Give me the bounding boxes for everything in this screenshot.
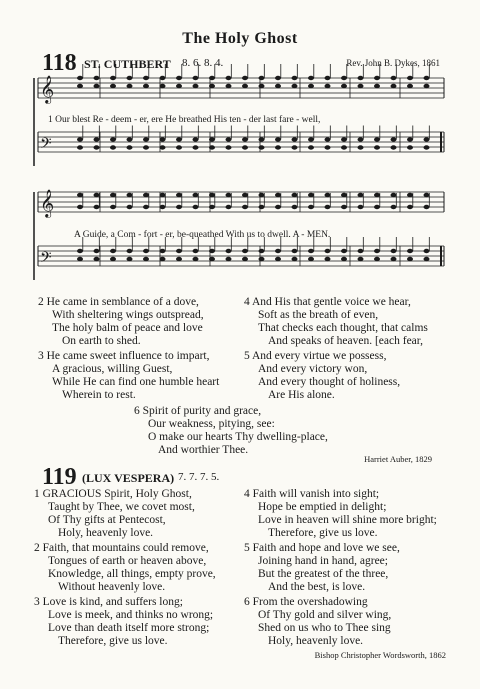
verse-line: Love in heaven will shine more bright; (258, 514, 437, 526)
notehead (308, 257, 314, 261)
verse-line: 2 He came in semblance of a dove, (38, 296, 199, 308)
notehead (226, 193, 232, 197)
verse-line: 5 And every virtue we possess, (244, 350, 387, 362)
notehead (374, 145, 380, 149)
notehead (407, 205, 413, 209)
notehead (292, 137, 298, 141)
verse-line: With sheltering wings outspread, (52, 309, 204, 321)
treble-clef-icon: 𝄞 (40, 189, 55, 217)
notehead (209, 193, 215, 197)
notehead (143, 84, 149, 88)
notehead (275, 84, 281, 88)
verse-line: 4 Faith will vanish into sight; (244, 488, 380, 500)
notehead (193, 76, 199, 80)
verse-line: But the greatest of the three, (258, 568, 389, 580)
notehead (193, 193, 199, 197)
notehead (94, 249, 100, 253)
notehead (259, 205, 265, 209)
notehead (127, 76, 133, 80)
notehead (259, 257, 265, 261)
bass-clef-icon: 𝄢 (40, 135, 52, 156)
hymn-number-118: 118 (42, 50, 77, 76)
notehead (374, 84, 380, 88)
notehead (275, 145, 281, 149)
author-119: Bishop Christopher Wordsworth, 1862 (314, 650, 446, 660)
notehead (77, 193, 83, 197)
verse-line: Of Thy gold and silver wing, (258, 609, 392, 621)
notehead (424, 205, 430, 209)
notehead (226, 145, 232, 149)
notehead (193, 137, 199, 141)
notehead (325, 137, 331, 141)
lyrics-line-1: 1 Our blest Re - deem - er, ere He breathed His ten - der last fare - well, (48, 115, 321, 125)
verse-line: Wherein to rest. (62, 389, 136, 401)
notehead (110, 84, 116, 88)
verse-line: 6 From the overshadowing (244, 596, 368, 608)
treble-clef-icon: 𝄞 (40, 75, 55, 103)
notehead (242, 84, 248, 88)
notehead (94, 137, 100, 141)
verse-118-5 (244, 350, 400, 402)
verse-line: 3 Love is kind, and suffers long; (34, 596, 183, 608)
verse-119-1 (34, 488, 195, 540)
notehead (94, 193, 100, 197)
notehead (242, 249, 248, 253)
notehead (374, 137, 380, 141)
verse-line: 6 Spirit of purity and grace, (134, 405, 262, 417)
notehead (275, 257, 281, 261)
notehead (391, 193, 397, 197)
notehead (77, 137, 83, 141)
notehead (160, 76, 166, 80)
notehead (110, 145, 116, 149)
notehead (424, 193, 430, 197)
notehead (358, 84, 364, 88)
notehead (259, 76, 265, 80)
verse-line: Knowledge, all things, empty prove, (48, 568, 216, 580)
notehead (176, 193, 182, 197)
notehead (292, 205, 298, 209)
notehead (143, 249, 149, 253)
notehead (259, 84, 265, 88)
notehead (242, 205, 248, 209)
notehead (325, 249, 331, 253)
notehead (407, 137, 413, 141)
notehead (176, 76, 182, 80)
notehead (77, 257, 83, 261)
notehead (391, 84, 397, 88)
notehead (341, 137, 347, 141)
notehead (160, 137, 166, 141)
notehead (77, 205, 83, 209)
notehead (226, 137, 232, 141)
notehead (358, 193, 364, 197)
notehead (308, 76, 314, 80)
notehead (127, 84, 133, 88)
tune-name-119: (LUX VESPERA) (82, 471, 175, 485)
verse-line: Therefore, give us love. (268, 527, 378, 539)
notehead (143, 76, 149, 80)
notehead (325, 145, 331, 149)
notehead (160, 193, 166, 197)
notehead (341, 84, 347, 88)
verse-118-6 (134, 405, 328, 457)
notehead (143, 257, 149, 261)
notehead (259, 137, 265, 141)
notehead (127, 145, 133, 149)
author-118: Harriet Auber, 1829 (364, 454, 432, 464)
notehead (325, 84, 331, 88)
verse-119-4 (244, 488, 437, 540)
notehead (407, 257, 413, 261)
notehead (358, 205, 364, 209)
notehead (308, 137, 314, 141)
notehead (358, 249, 364, 253)
notehead (325, 193, 331, 197)
notehead (209, 145, 215, 149)
verse-line: Are His alone. (268, 389, 335, 401)
notehead (176, 249, 182, 253)
notehead (94, 257, 100, 261)
verse-line: 5 Faith and hope and love we see, (244, 542, 400, 554)
notehead (193, 84, 199, 88)
notehead (242, 76, 248, 80)
music-score (0, 0, 480, 290)
notehead (209, 257, 215, 261)
verse-line: Joining hand in hand, agree; (258, 555, 388, 567)
notehead (77, 84, 83, 88)
notehead (292, 76, 298, 80)
verse-line: Taught by Thee, we covet most, (48, 501, 195, 513)
notehead (325, 205, 331, 209)
notehead (160, 84, 166, 88)
notehead (127, 205, 133, 209)
notehead (127, 193, 133, 197)
notehead (209, 205, 215, 209)
verse-line: And speaks of heaven. [each fear, (268, 335, 424, 347)
notehead (110, 76, 116, 80)
notehead (176, 145, 182, 149)
notehead (226, 84, 232, 88)
verse-119-5 (244, 542, 400, 594)
notehead (275, 205, 281, 209)
notehead (176, 205, 182, 209)
notehead (226, 205, 232, 209)
notehead (391, 257, 397, 261)
notehead (308, 193, 314, 197)
notehead (160, 249, 166, 253)
notehead (176, 137, 182, 141)
notehead (391, 137, 397, 141)
composer-118: Rev. John B. Dykes, 1861 (346, 58, 440, 68)
bass-clef-icon: 𝄢 (40, 249, 52, 270)
notehead (242, 257, 248, 261)
verse-line: Soft as the breath of even, (258, 309, 379, 321)
notehead (110, 193, 116, 197)
verse-line: On earth to shed. (62, 335, 141, 347)
section-title: The Holy Ghost (182, 30, 298, 47)
notehead (209, 137, 215, 141)
notehead (358, 76, 364, 80)
verse-line: Shed on us who to Thee sing (258, 622, 391, 634)
notehead (391, 76, 397, 80)
verse-line: The holy balm of peace and love (52, 322, 203, 334)
notehead (308, 205, 314, 209)
notehead (176, 84, 182, 88)
notehead (292, 84, 298, 88)
notehead (259, 145, 265, 149)
verse-119-3 (34, 596, 213, 648)
meter-119: 7. 7. 7. 5. (178, 471, 220, 483)
notehead (374, 205, 380, 209)
verse-line: 1 GRACIOUS Spirit, Holy Ghost, (34, 488, 192, 500)
verse-line: Without heavenly love. (58, 581, 166, 593)
notehead (110, 257, 116, 261)
meter-118: 8. 6. 8. 4. (182, 57, 224, 69)
notehead (77, 145, 83, 149)
notehead (143, 137, 149, 141)
notehead (275, 193, 281, 197)
verse-line: O make our hearts Thy dwelling-place, (148, 431, 328, 443)
verse-119-6 (244, 596, 391, 648)
notehead (424, 137, 430, 141)
verse-118-2 (38, 296, 204, 348)
notehead (308, 145, 314, 149)
notehead (193, 145, 199, 149)
notehead (341, 257, 347, 261)
notehead (226, 76, 232, 80)
verse-119-2 (34, 542, 216, 594)
notehead (110, 249, 116, 253)
notehead (292, 249, 298, 253)
verse-line: And the best, is love. (268, 581, 366, 593)
notehead (143, 145, 149, 149)
notehead (77, 249, 83, 253)
notehead (259, 249, 265, 253)
notehead (275, 249, 281, 253)
notehead (407, 84, 413, 88)
notehead (127, 249, 133, 253)
notehead (407, 145, 413, 149)
notehead (94, 84, 100, 88)
notehead (358, 137, 364, 141)
notehead (374, 257, 380, 261)
notehead (391, 249, 397, 253)
notehead (94, 145, 100, 149)
notehead (325, 76, 331, 80)
verse-line: 4 And His that gentle voice we hear, (244, 296, 411, 308)
notehead (292, 257, 298, 261)
notehead (209, 76, 215, 80)
notehead (292, 193, 298, 197)
verse-line: And every victory won, (258, 363, 368, 375)
notehead (110, 137, 116, 141)
notehead (358, 145, 364, 149)
notehead (226, 257, 232, 261)
notehead (176, 257, 182, 261)
notehead (193, 249, 199, 253)
notehead (160, 205, 166, 209)
verse-line: That checks each thought, that calms (258, 322, 428, 334)
verse-line: And every thought of holiness, (258, 376, 401, 388)
verse-line: Tongues of earth or heaven above, (48, 555, 207, 567)
notehead (242, 193, 248, 197)
notehead (424, 249, 430, 253)
notehead (391, 205, 397, 209)
notehead (242, 145, 248, 149)
verse-line: And worthier Thee. (158, 444, 249, 456)
notehead (110, 205, 116, 209)
verse-line: Hope be emptied in delight; (258, 501, 387, 513)
notehead (226, 249, 232, 253)
verse-line: Love than death itself more strong; (48, 622, 210, 634)
notehead (341, 205, 347, 209)
notehead (407, 249, 413, 253)
verse-line: 3 He came sweet influence to impart, (38, 350, 210, 362)
notehead (143, 205, 149, 209)
lyrics-line-2: A Guide, a Com - fort - er, be-queathed With us to dwell. A - MEN. (74, 230, 331, 240)
notehead (341, 193, 347, 197)
notehead (341, 145, 347, 149)
verse-line: Therefore, give us love. (58, 635, 168, 647)
verse-line: 2 Faith, that mountains could remove, (34, 542, 209, 554)
notehead (374, 76, 380, 80)
notehead (127, 137, 133, 141)
verse-118-4 (244, 296, 428, 348)
notehead (275, 76, 281, 80)
notehead (193, 205, 199, 209)
notehead (209, 84, 215, 88)
notehead (77, 76, 83, 80)
verse-line: Of Thy gifts at Pentecost, (48, 514, 166, 526)
verse-line: A gracious, willing Guest, (52, 363, 173, 375)
notehead (160, 257, 166, 261)
verse-line: Holy, heavenly love. (58, 527, 154, 539)
notehead (308, 249, 314, 253)
notehead (424, 257, 430, 261)
notehead (424, 145, 430, 149)
verse-line: While He can find one humble heart (52, 376, 220, 388)
notehead (193, 257, 199, 261)
notehead (407, 193, 413, 197)
notehead (424, 76, 430, 80)
notehead (391, 145, 397, 149)
verse-line: Love is meek, and thinks no wrong; (48, 609, 214, 621)
notehead (325, 257, 331, 261)
notehead (341, 76, 347, 80)
hymn-number-119: 119 (42, 464, 77, 490)
notehead (209, 249, 215, 253)
verse-line: Holy, heavenly love. (268, 635, 364, 647)
notehead (407, 76, 413, 80)
notehead (275, 137, 281, 141)
verse-line: Our weakness, pitying, see: (148, 418, 275, 430)
notehead (127, 257, 133, 261)
verse-118-3 (38, 350, 219, 402)
notehead (374, 193, 380, 197)
notehead (94, 76, 100, 80)
notehead (160, 145, 166, 149)
notehead (374, 249, 380, 253)
notehead (358, 257, 364, 261)
notehead (308, 84, 314, 88)
notehead (143, 193, 149, 197)
notehead (341, 249, 347, 253)
notehead (94, 205, 100, 209)
notehead (242, 137, 248, 141)
tune-name-118: ST. CUTHBERT (84, 57, 171, 71)
notehead (292, 145, 298, 149)
notehead (259, 193, 265, 197)
notehead (424, 84, 430, 88)
